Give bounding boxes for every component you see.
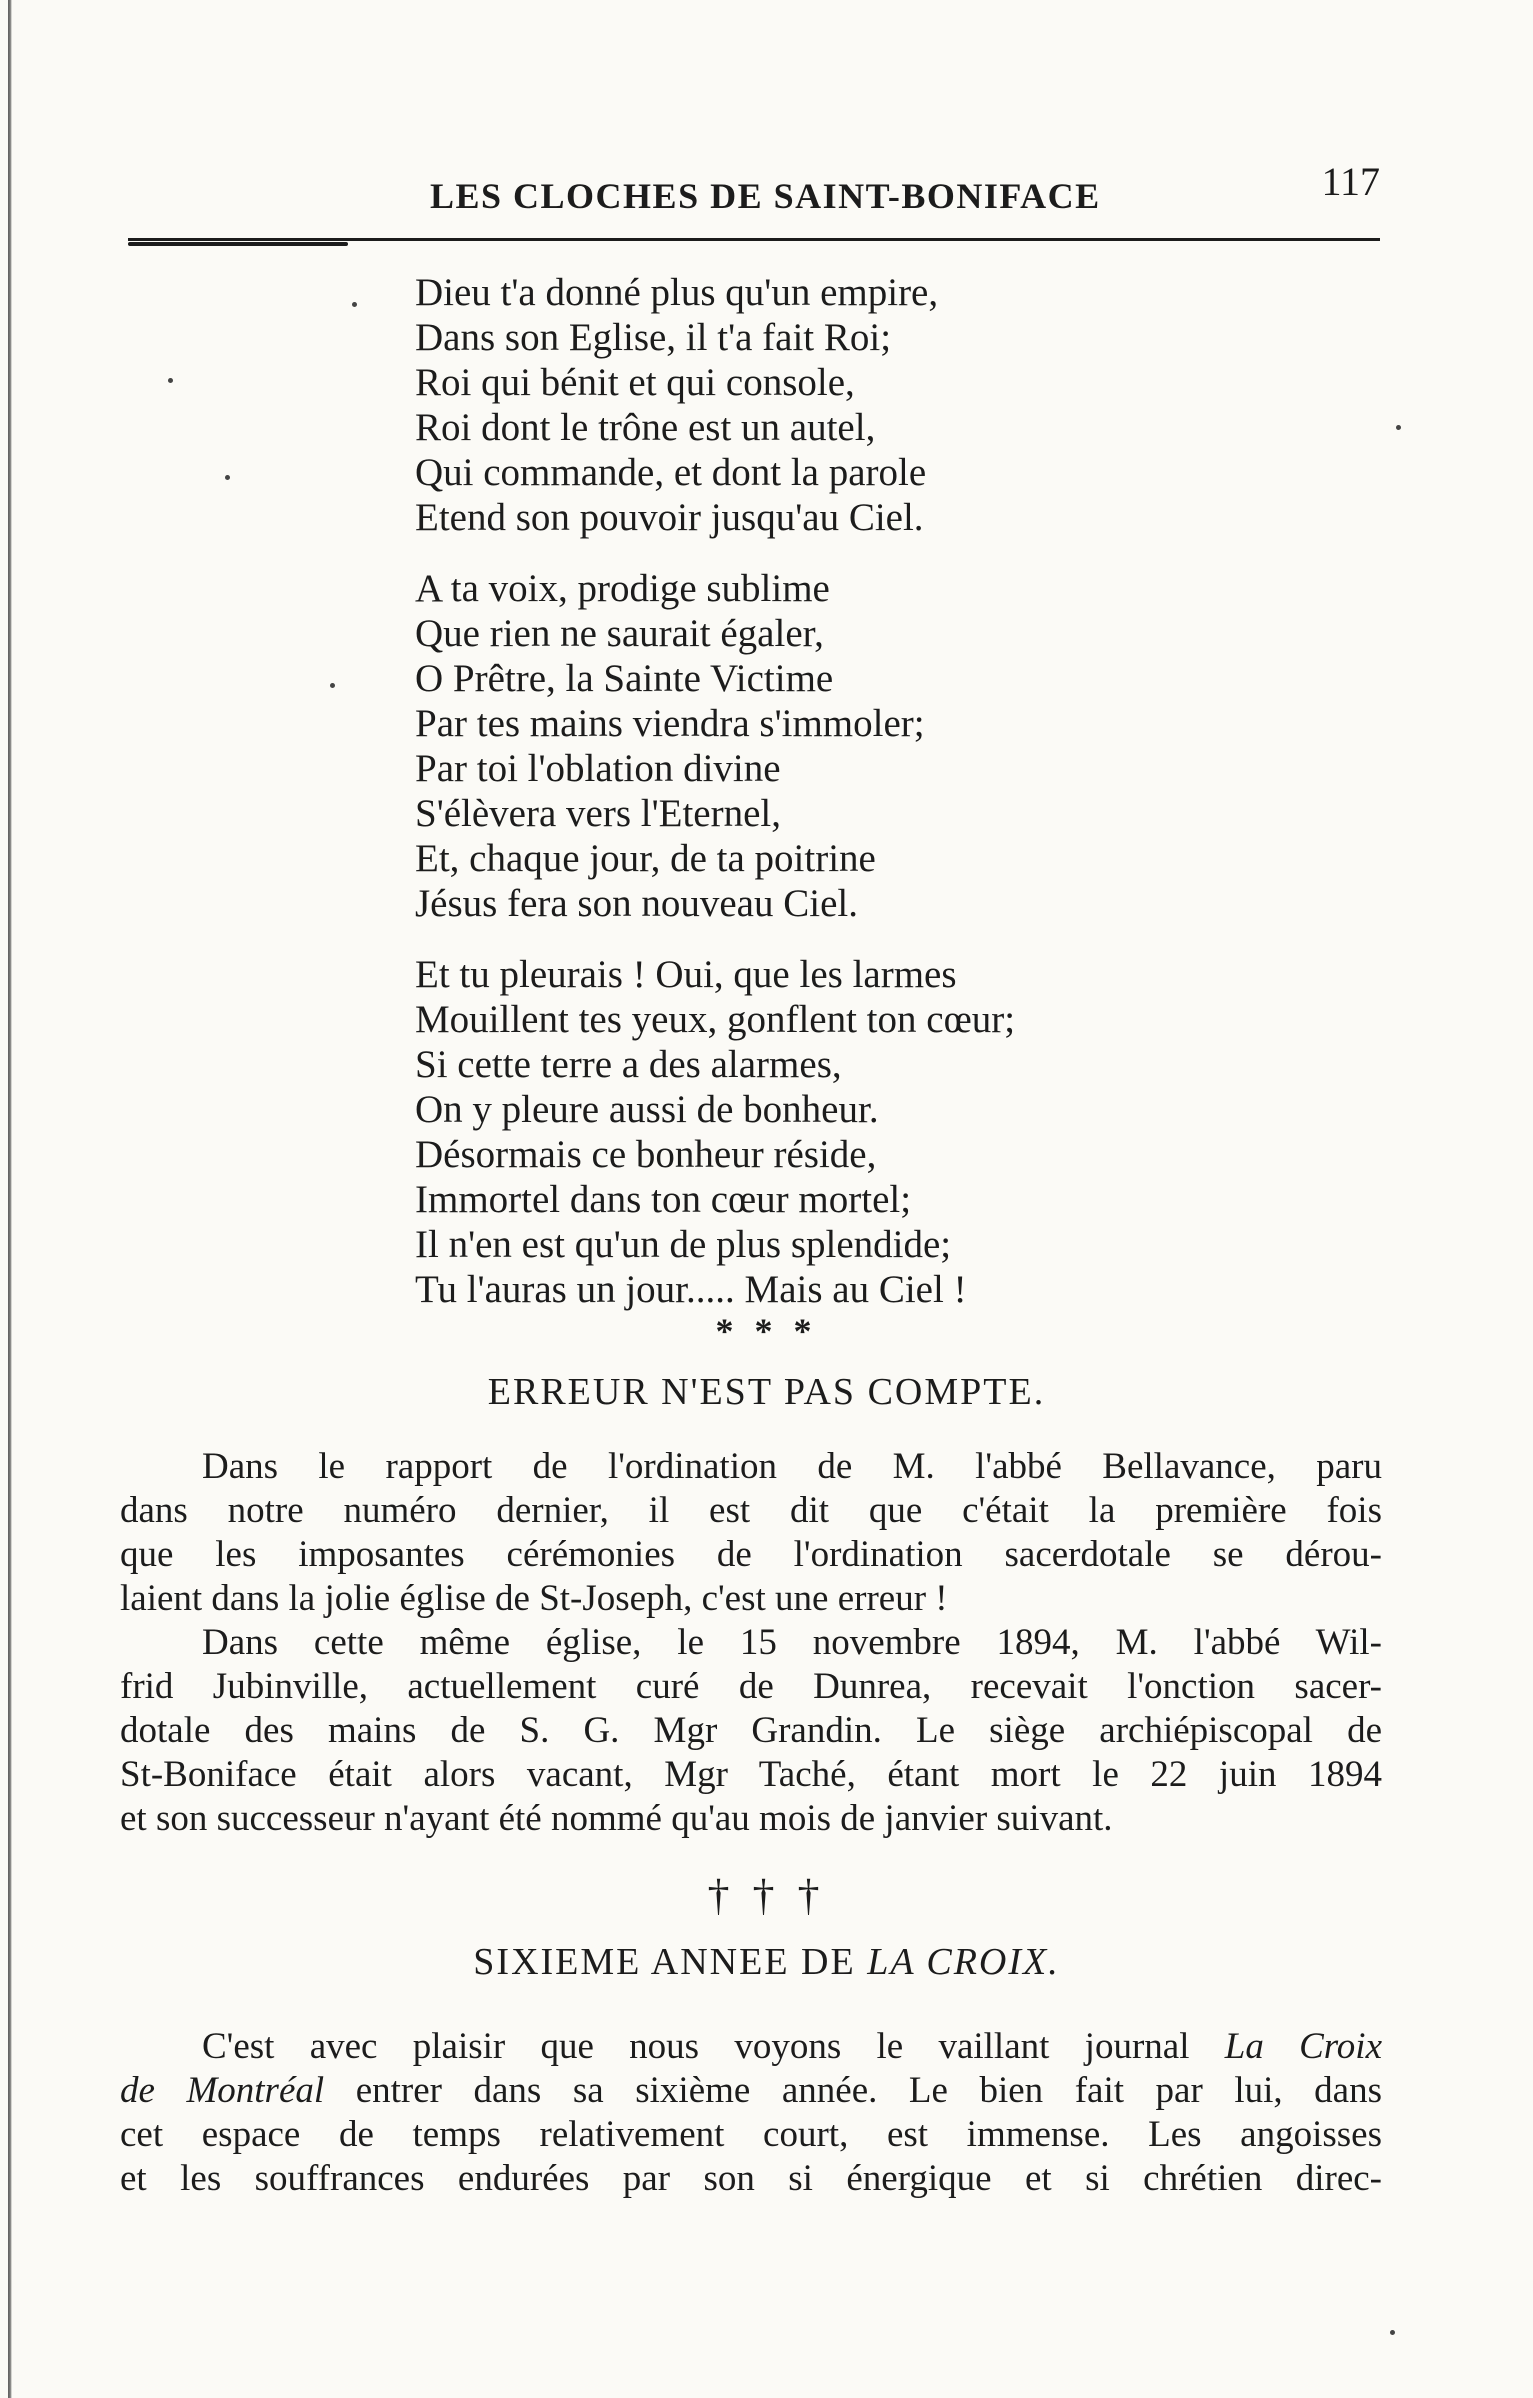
header-rule-accent: [128, 242, 348, 246]
verse-line: Mouillent tes yeux, gonflent ton cœur;: [415, 998, 1016, 1041]
paragraph-text: entrer dans sa sixième année. Le bien fait par lui, dans: [324, 2070, 1383, 2111]
cross-separator: † † †: [707, 1871, 826, 1920]
paragraph-line: et les souffrances endurées par son si énergique et si chrétien direc-: [120, 2158, 1382, 2199]
section-title-erreur: ERREUR N'EST PAS COMPTE.: [487, 1371, 1046, 1413]
header-rule: [128, 238, 1380, 241]
print-speck: [330, 683, 335, 688]
journal-name: La Croix: [1224, 2026, 1382, 2067]
verse-line: Roi qui bénit et qui console,: [415, 361, 855, 404]
poem-stanza-2: [415, 566, 1315, 926]
verse-line: Et, chaque jour, de ta poitrine: [415, 837, 876, 880]
verse-line: Par toi l'oblation divine: [415, 747, 781, 790]
verse-line: Jésus fera son nouveau Ciel.: [415, 882, 858, 925]
verse-line: A ta voix, prodige sublime: [415, 567, 830, 610]
section-title-sixieme-annee: [0, 1940, 1533, 1984]
verse-line: Par tes mains viendra s'immoler;: [415, 702, 925, 745]
print-speck: [225, 475, 230, 480]
paragraph-line: [120, 2069, 1382, 2113]
verse-line: Roi dont le trône est un autel,: [415, 406, 876, 449]
verse-line: Etend son pouvoir jusqu'au Ciel.: [415, 496, 924, 539]
verse-line: Et tu pleurais ! Oui, que les larmes: [415, 953, 957, 996]
header-title: LES CLOCHES DE SAINT-BONIFACE: [430, 176, 1101, 216]
verse-line: S'élèvera vers l'Eternel,: [415, 792, 781, 835]
page-spine-shadow: [8, 0, 12, 2398]
paragraph-line: que les imposantes cérémonies de l'ordination sacerdotale se dérou-: [120, 1534, 1382, 1575]
verse-line: Tu l'auras un jour..... Mais au Ciel !: [415, 1268, 967, 1311]
article-erreur: [120, 1445, 1382, 1841]
article-sixieme-annee: [120, 2025, 1382, 2201]
paragraph-line: frid Jubinville, actuellement curé de Dunrea, recevait l'onction sacer-: [120, 1666, 1382, 1707]
paragraph-line: Dans le rapport de l'ordination de M. l'abbé Bellavance, paru: [202, 1446, 1382, 1487]
print-speck: [1396, 425, 1401, 430]
asterism-separator: * * *: [715, 1311, 818, 1351]
poem-stanza-3: [415, 952, 1315, 1312]
paragraph-line: St-Boniface était alors vacant, Mgr Taché, étant mort le 22 juin 1894: [120, 1754, 1382, 1795]
print-speck: [1390, 2330, 1395, 2335]
verse-line: Que rien ne saurait égaler,: [415, 612, 824, 655]
verse-line: Immortel dans ton cœur mortel;: [415, 1178, 912, 1221]
poem-stanza-1: [415, 270, 1315, 540]
verse-line: O Prêtre, la Sainte Victime: [415, 657, 834, 700]
paragraph-line: dotale des mains de S. G. Mgr Grandin. Le siège archiépiscopal de: [120, 1710, 1382, 1751]
section-title-prefix: SIXIEME ANNEE DE: [473, 1941, 868, 1983]
verse-line: Dieu t'a donné plus qu'un empire,: [415, 271, 939, 314]
verse-line: Qui commande, et dont la parole: [415, 451, 927, 494]
verse-line: Dans son Eglise, il t'a fait Roi;: [415, 316, 892, 359]
paragraph-line: [120, 2025, 1382, 2069]
verse-line: Si cette terre a des alarmes,: [415, 1043, 842, 1086]
verse-line: Désormais ce bonheur réside,: [415, 1133, 877, 1176]
paragraph-line: Dans cette même église, le 15 novembre 1894, M. l'abbé Wil-: [202, 1622, 1382, 1663]
journal-name: de Montréal: [120, 2070, 325, 2111]
verse-line: On y pleure aussi de bonheur.: [415, 1088, 879, 1131]
paragraph-line: et son successeur n'ayant été nommé qu'au mois de janvier suivant.: [120, 1798, 1113, 1839]
print-speck: [352, 302, 357, 307]
print-speck: [168, 378, 173, 383]
poem: [415, 270, 1315, 1338]
verse-line: Il n'en est qu'un de plus splendide;: [415, 1223, 952, 1266]
running-header: [130, 150, 1380, 216]
section-title-journal: LA CROIX.: [867, 1941, 1060, 1983]
paragraph-line: dans notre numéro dernier, il est dit que c'était la première fois: [120, 1490, 1382, 1531]
paragraph-line: cet espace de temps relativement court, est immense. Les angoisses: [120, 2114, 1382, 2155]
paragraph-line: laient dans la jolie église de St-Joseph, c'est une erreur !: [120, 1578, 948, 1619]
page-number: 117: [1321, 159, 1380, 204]
paragraph-text: C'est avec plaisir que nous voyons le vaillant journal: [202, 2026, 1225, 2067]
